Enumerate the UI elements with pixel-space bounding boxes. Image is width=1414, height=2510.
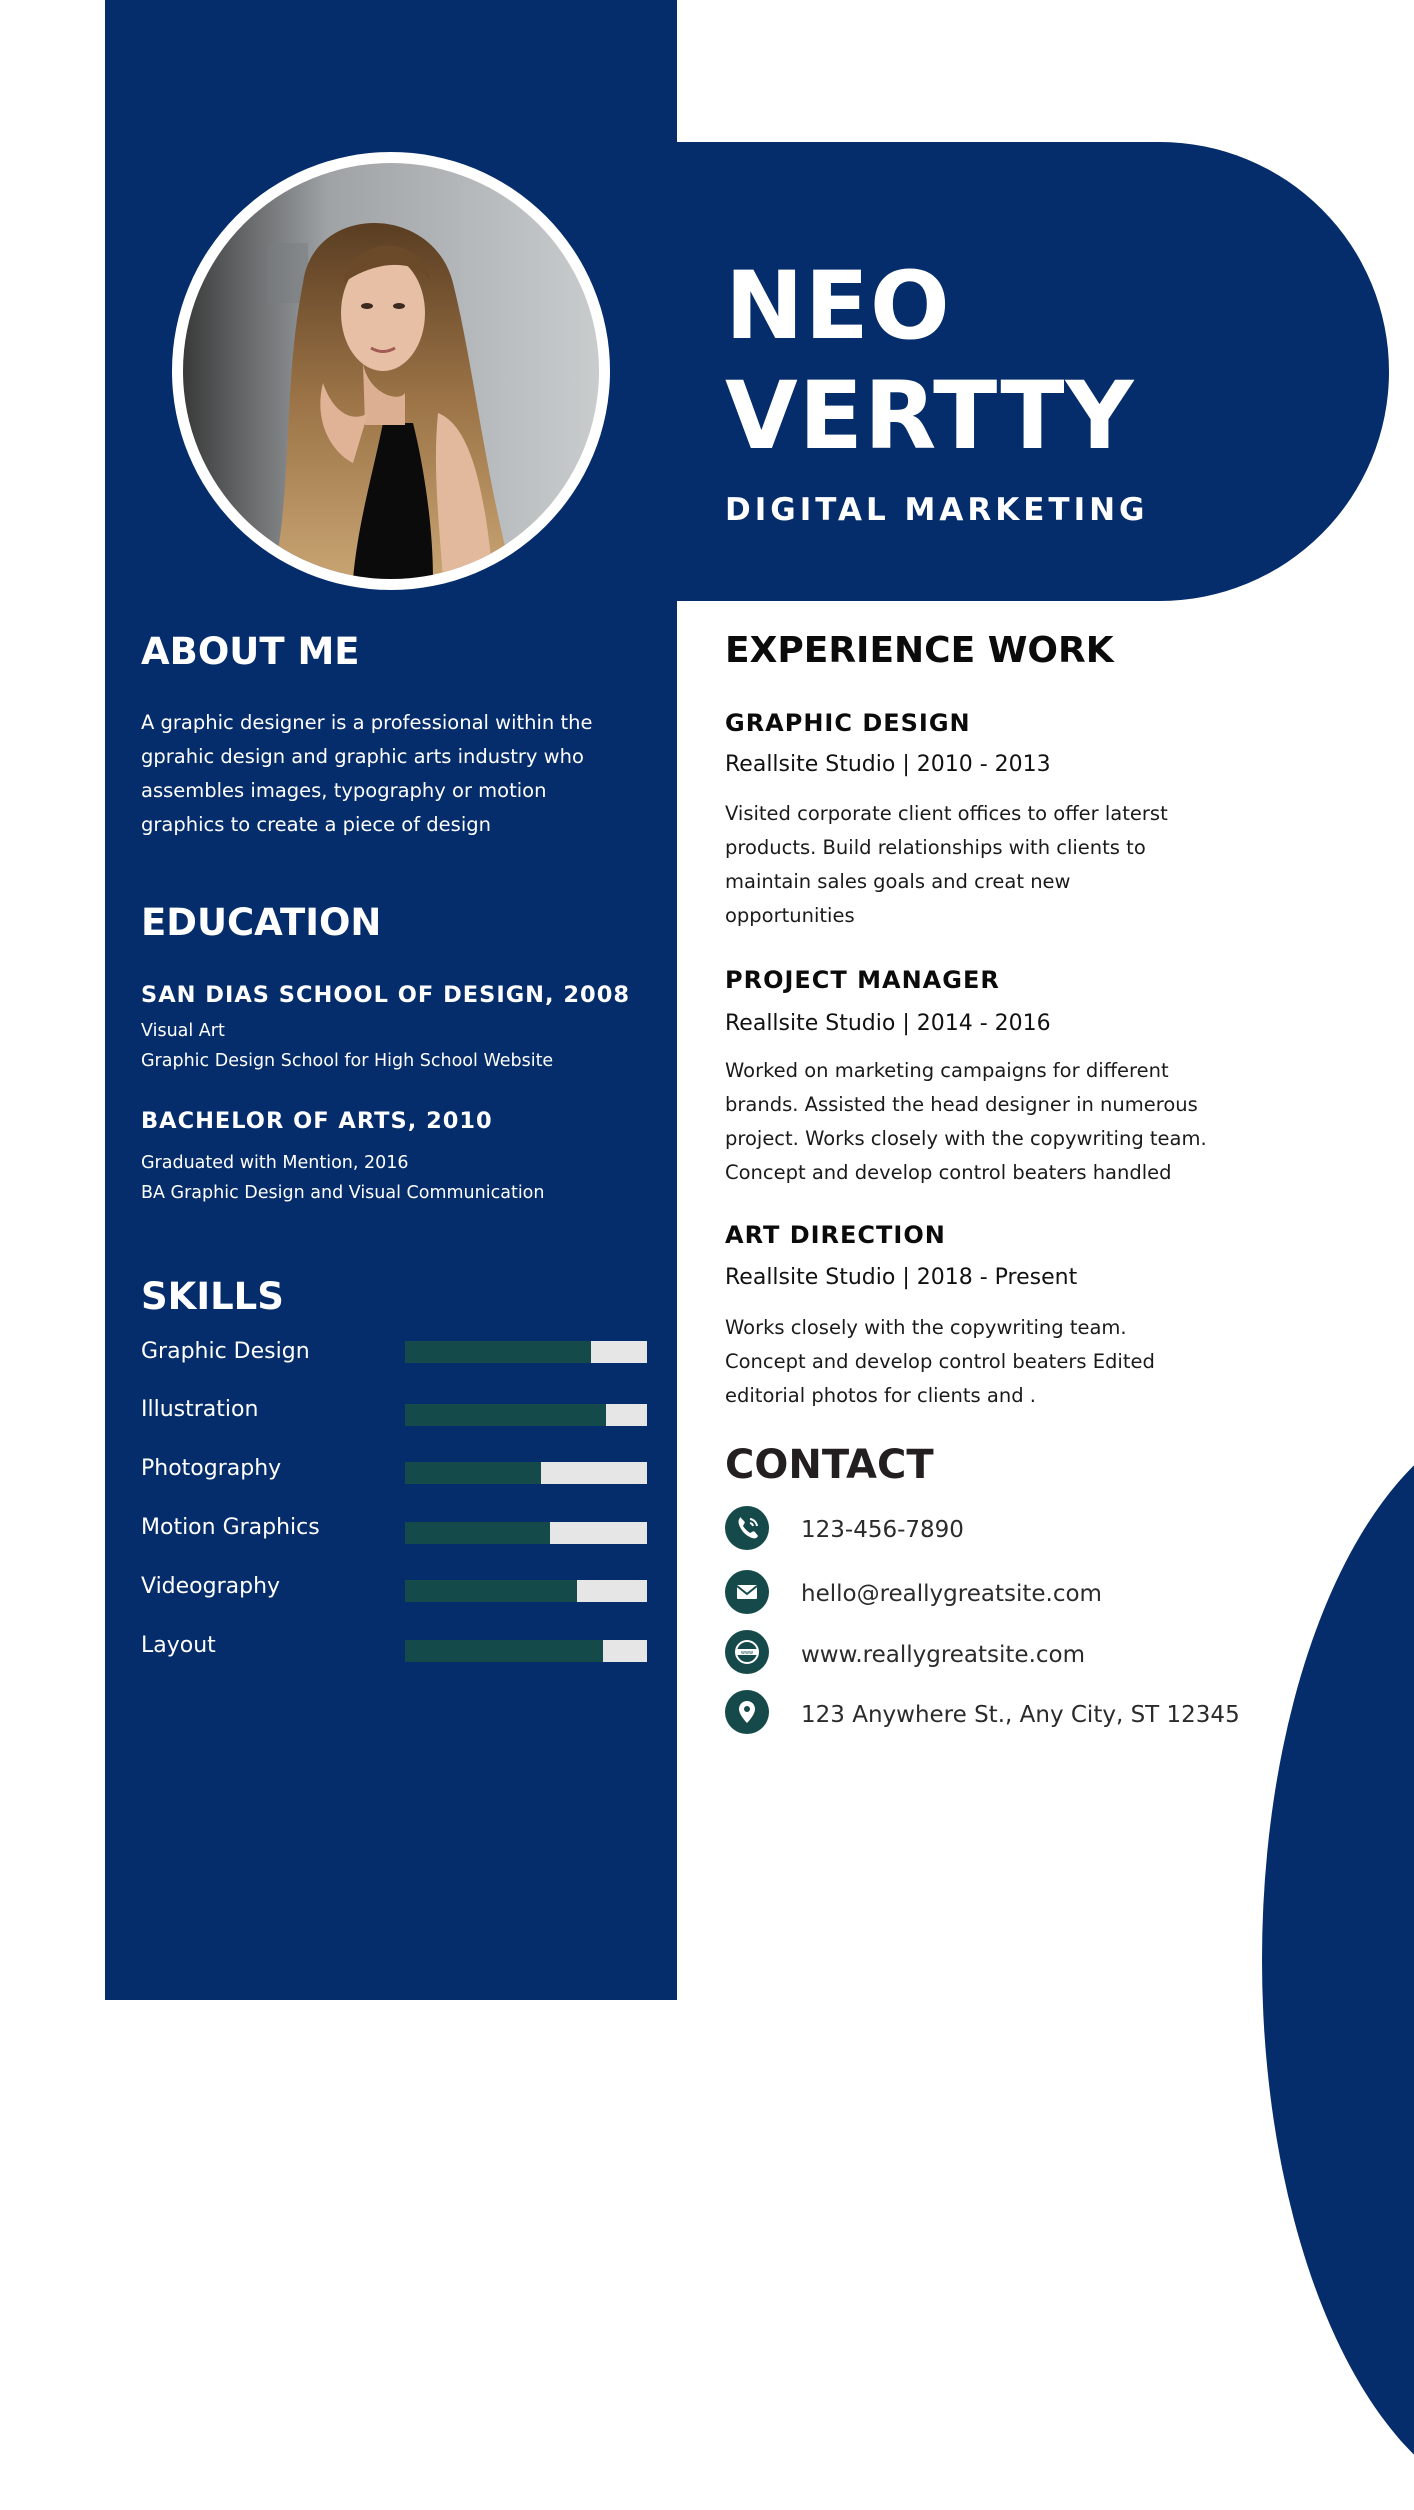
- skill-bar: [405, 1640, 647, 1662]
- contact-email[interactable]: hello@reallygreatsite.com: [801, 1581, 1102, 1607]
- job-title: GRAPHIC DESIGN: [725, 709, 971, 737]
- job-description: [725, 1054, 1285, 1190]
- education-item-title: SAN DIAS SCHOOL OF DESIGN, 2008: [141, 982, 631, 1008]
- job-meta: Reallsite Studio | 2010 - 2013: [725, 752, 1051, 777]
- experience-title: EXPERIENCE WORK: [725, 630, 1114, 671]
- skill-bar: [405, 1404, 647, 1426]
- skill-bar-fill: [405, 1404, 606, 1426]
- about-text: [141, 706, 661, 842]
- education-item-line: BA Graphic Design and Visual Communication: [141, 1183, 545, 1203]
- profile-photo: [172, 152, 610, 590]
- about-line: A graphic designer is a professional within the: [141, 711, 593, 734]
- skill-label: Motion Graphics: [141, 1515, 320, 1540]
- candidate-role: DIGITAL MARKETING: [725, 492, 1149, 528]
- job-line: products. Build relationships with clients to: [725, 836, 1146, 859]
- job-description: [725, 797, 1285, 933]
- skill-label: Layout: [141, 1633, 216, 1658]
- education-item-line: Visual Art: [141, 1021, 225, 1041]
- about-line: gprahic design and graphic arts industry who: [141, 745, 584, 768]
- job-meta: Reallsite Studio | 2014 - 2016: [725, 1011, 1051, 1036]
- globe-icon: [725, 1630, 769, 1674]
- last-name: VERTTY: [725, 362, 1135, 471]
- skill-bar: [405, 1462, 647, 1484]
- skill-bar-fill: [405, 1580, 577, 1602]
- job-line: maintain sales goals and creat new: [725, 870, 1071, 893]
- profile-photo-image: [183, 163, 599, 579]
- job-title: ART DIRECTION: [725, 1221, 946, 1249]
- skill-label: Graphic Design: [141, 1339, 310, 1364]
- job-line: Works closely with the copywriting team.: [725, 1316, 1127, 1339]
- skill-label: Photography: [141, 1456, 282, 1481]
- job-line: project. Works closely with the copywriting team.: [725, 1127, 1207, 1150]
- job-line: brands. Assisted the head designer in numerous: [725, 1093, 1198, 1116]
- job-line: Visited corporate client offices to offer laterst: [725, 802, 1168, 825]
- contact-address: 123 Anywhere St., Any City, ST 12345: [801, 1702, 1240, 1728]
- contact-title: CONTACT: [725, 1442, 934, 1488]
- skill-bar: [405, 1580, 647, 1602]
- skill-bar: [405, 1522, 647, 1544]
- about-title: ABOUT ME: [141, 630, 360, 673]
- job-line: editorial photos for clients and .: [725, 1384, 1036, 1407]
- first-name: NEO: [725, 252, 951, 361]
- about-line: graphics to create a piece of design: [141, 813, 491, 836]
- phone-icon: [725, 1506, 769, 1550]
- job-line: Concept and develop control beaters handled: [725, 1161, 1172, 1184]
- candidate-name: [725, 252, 1135, 472]
- svg-text:www: www: [740, 1650, 754, 1656]
- location-pin-icon: [725, 1690, 769, 1734]
- skill-bar-fill: [405, 1341, 591, 1363]
- skill-bar-fill: [405, 1462, 541, 1484]
- mail-icon: [725, 1570, 769, 1614]
- skill-label: Illustration: [141, 1397, 259, 1422]
- skill-bar: [405, 1341, 647, 1363]
- education-title: EDUCATION: [141, 901, 382, 944]
- job-title: PROJECT MANAGER: [725, 966, 1000, 994]
- skill-bar-fill: [405, 1640, 603, 1662]
- decorative-corner-circle: [1262, 1410, 1414, 2510]
- education-item-line: Graduated with Mention, 2016: [141, 1153, 409, 1173]
- job-line: opportunities: [725, 904, 855, 927]
- skills-title: SKILLS: [141, 1275, 284, 1318]
- about-line: assembles images, typography or motion: [141, 779, 547, 802]
- job-description: [725, 1311, 1285, 1413]
- skill-bar-fill: [405, 1522, 550, 1544]
- contact-website[interactable]: www.reallygreatsite.com: [801, 1642, 1086, 1668]
- job-line: Worked on marketing campaigns for different: [725, 1059, 1169, 1082]
- job-meta: Reallsite Studio | 2018 - Present: [725, 1265, 1078, 1290]
- education-item-title: BACHELOR OF ARTS, 2010: [141, 1108, 493, 1134]
- skill-label: Videography: [141, 1574, 281, 1599]
- contact-phone[interactable]: 123-456-7890: [801, 1517, 964, 1543]
- education-item-line: Graphic Design School for High School Website: [141, 1051, 554, 1071]
- job-line: Concept and develop control beaters Edited: [725, 1350, 1155, 1373]
